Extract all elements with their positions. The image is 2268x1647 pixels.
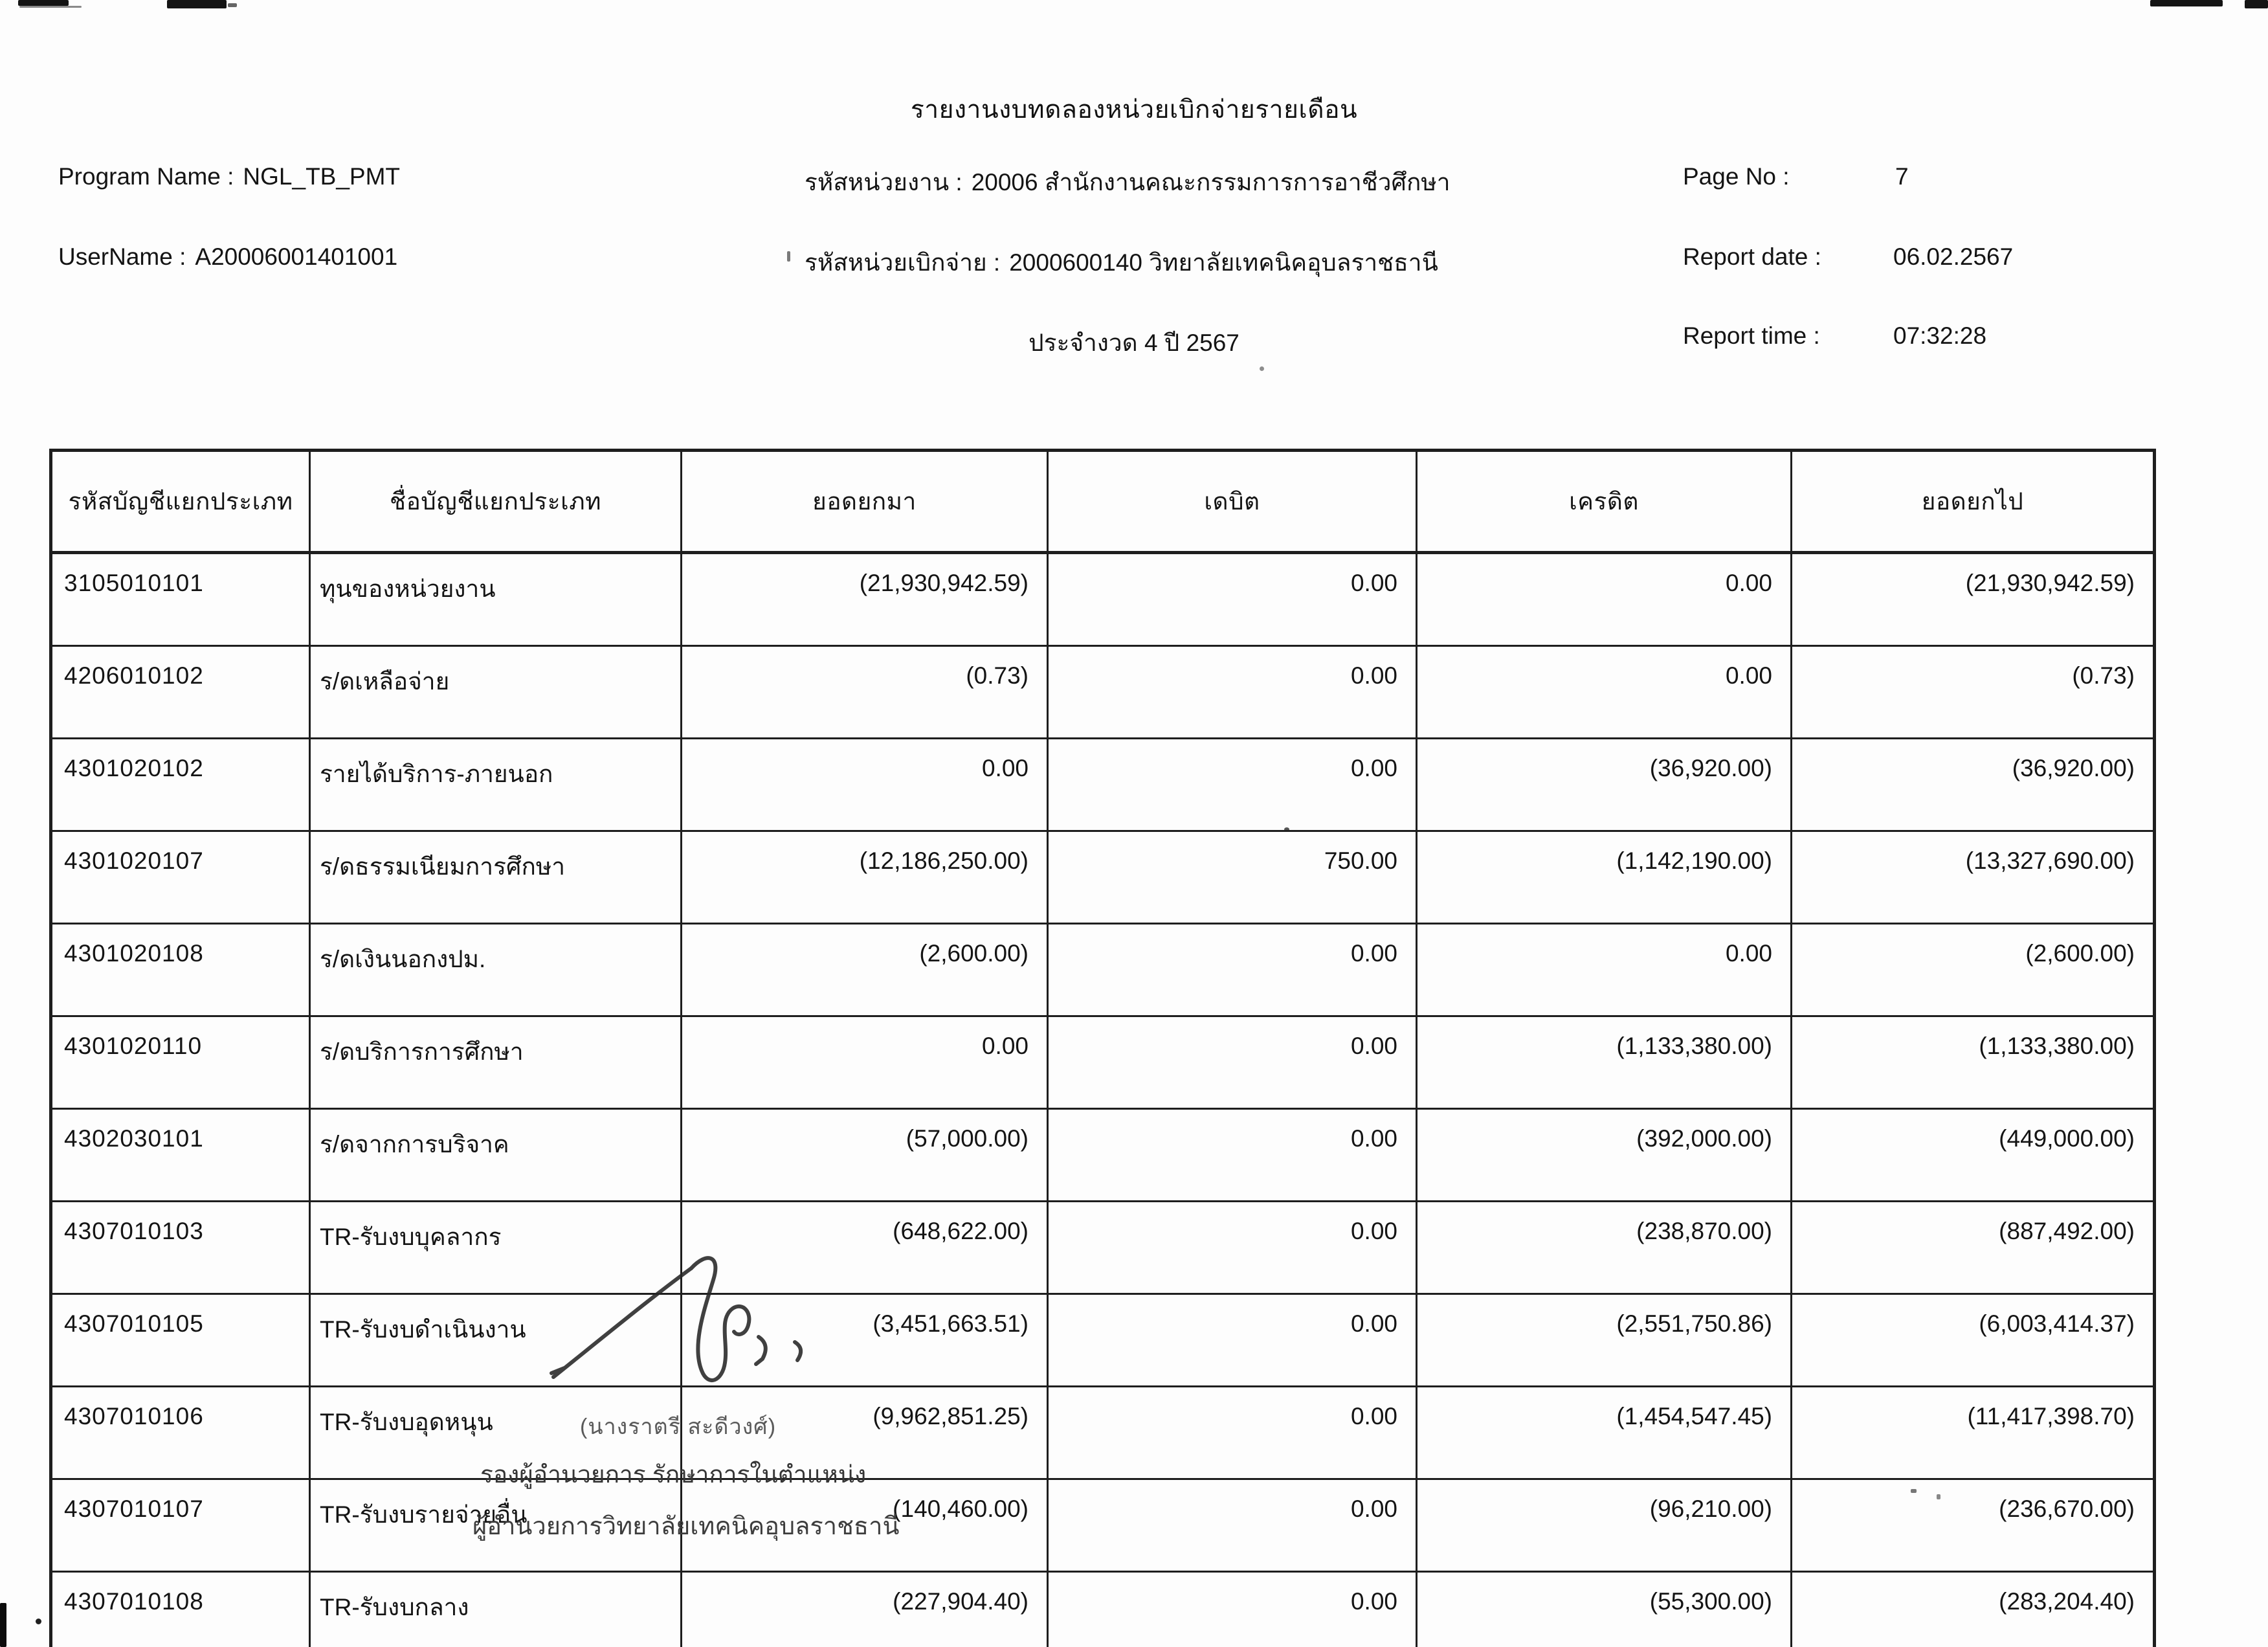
scan-artifact <box>36 1619 41 1624</box>
account-code-cell: 4307010106 <box>51 1387 310 1479</box>
account-code-cell: 4307010107 <box>51 1479 310 1572</box>
beginning-balance-cell: (12,186,250.00) <box>682 831 1048 924</box>
column-header-beginning-balance: ยอดยกมา <box>682 451 1048 553</box>
credit-cell: (1,454,547.45) <box>1417 1387 1792 1479</box>
signer-name: (นางราตรี สะดีวงศ์) <box>580 1415 777 1439</box>
report-date-label: Report date : <box>1683 243 1821 270</box>
table-row <box>51 1109 2155 1202</box>
carry-forward-cell: (1,133,380.00) <box>1792 1016 2155 1109</box>
account-code-cell: 4301020107 <box>51 831 310 924</box>
table-row <box>51 1016 2155 1109</box>
table-row <box>51 1479 2155 1572</box>
page-no-value: 7 <box>1895 163 1909 190</box>
debit-cell: 0.00 <box>1048 1294 1417 1387</box>
credit-cell: 0.00 <box>1417 924 1792 1016</box>
scan-artifact <box>19 6 82 8</box>
account-name-cell: TR-รับงบรายจ่ายอื่น <box>310 1479 682 1572</box>
table-header-row <box>51 451 2155 553</box>
report-time-label: Report time : <box>1683 322 1820 349</box>
account-name-cell: TR-รับงบกลาง <box>310 1572 682 1647</box>
disbursement-unit-value: 2000600140 วิทยาลัยเทคนิคอุบลราชธานี <box>1009 249 1438 276</box>
account-code-cell: 4301020110 <box>51 1016 310 1109</box>
account-code-cell: 4307010108 <box>51 1572 310 1647</box>
table-row <box>51 553 2155 646</box>
beginning-balance-cell: (21,930,942.59) <box>682 553 1048 646</box>
carry-forward-cell: (236,670.00) <box>1792 1479 2155 1572</box>
account-code-cell: 4302030101 <box>51 1109 310 1202</box>
disbursement-unit-label: รหัสหน่วยเบิกจ่าย : <box>805 249 1001 276</box>
period-line: ประจำงวด 4 ปี 2567 <box>1028 330 1240 356</box>
beginning-balance-cell: (57,000.00) <box>682 1109 1048 1202</box>
beginning-balance-cell: (648,622.00) <box>682 1202 1048 1294</box>
scan-artifact <box>1260 366 1264 371</box>
scan-artifact <box>0 1603 6 1647</box>
scan-artifact <box>2150 0 2223 6</box>
disbursement-unit-line <box>805 243 1438 282</box>
carry-forward-cell: (36,920.00) <box>1792 739 2155 831</box>
account-code-cell: 4301020102 <box>51 739 310 831</box>
carry-forward-cell: (283,204.40) <box>1792 1572 2155 1647</box>
account-name-cell: ร/ดเงินนอกงปม. <box>310 924 682 1016</box>
account-name-cell: TR-รับงบบุคลากร <box>310 1202 682 1294</box>
carry-forward-cell: (21,930,942.59) <box>1792 553 2155 646</box>
account-name-cell: TR-รับงบอุดหนุน <box>310 1387 682 1479</box>
agency-code-line <box>805 163 1451 201</box>
beginning-balance-cell: 0.00 <box>682 1016 1048 1109</box>
account-code-cell: 4307010105 <box>51 1294 310 1387</box>
carry-forward-cell: (887,492.00) <box>1792 1202 2155 1294</box>
credit-cell: (96,210.00) <box>1417 1479 1792 1572</box>
scan-artifact <box>18 0 69 6</box>
table-row <box>51 1202 2155 1294</box>
table-row <box>51 1387 2155 1479</box>
beginning-balance-cell: (3,451,663.51) <box>682 1294 1048 1387</box>
scan-artifact <box>2245 0 2268 8</box>
account-name-cell: รายได้บริการ-ภายนอก <box>310 739 682 831</box>
report-date-value: 06.02.2567 <box>1893 243 2014 270</box>
account-code-cell: 4206010102 <box>51 646 310 739</box>
credit-cell: (2,551,750.86) <box>1417 1294 1792 1387</box>
table-row <box>51 1294 2155 1387</box>
account-code-cell: 4307010103 <box>51 1202 310 1294</box>
debit-cell: 0.00 <box>1048 1572 1417 1647</box>
beginning-balance-cell: (9,962,851.25) <box>682 1387 1048 1479</box>
account-name-cell: TR-รับงบดำเนินงาน <box>310 1294 682 1387</box>
agency-code-value: 20006 สำนักงานคณะกรรมการการอาชีวศึกษา <box>971 169 1451 196</box>
credit-cell: (238,870.00) <box>1417 1202 1792 1294</box>
account-name-cell: ร/ดเหลือจ่าย <box>310 646 682 739</box>
debit-cell: 0.00 <box>1048 1479 1417 1572</box>
credit-cell: 0.00 <box>1417 553 1792 646</box>
debit-cell: 0.00 <box>1048 1109 1417 1202</box>
scan-artifact <box>787 251 790 262</box>
credit-cell: 0.00 <box>1417 646 1792 739</box>
signer-role-line-2: ผู้อำนวยการวิทยาลัยเทคนิคอุบลราชธานี <box>472 1513 900 1540</box>
beginning-balance-cell: (140,460.00) <box>682 1479 1048 1572</box>
column-header-debit: เดบิต <box>1048 451 1417 553</box>
credit-cell: (36,920.00) <box>1417 739 1792 831</box>
report-title: รายงานงบทดลองหน่วยเบิกจ่ายรายเดือน <box>910 96 1358 124</box>
handwritten-signature <box>518 1240 880 1408</box>
program-name-line <box>58 163 400 190</box>
table-row <box>51 831 2155 924</box>
program-name-label: Program Name : <box>58 163 234 190</box>
trial-balance-table <box>49 449 2156 1647</box>
table-row <box>51 924 2155 1016</box>
account-code-cell: 4301020108 <box>51 924 310 1016</box>
debit-cell: 0.00 <box>1048 646 1417 739</box>
account-code-cell: 3105010101 <box>51 553 310 646</box>
credit-cell: (55,300.00) <box>1417 1572 1792 1647</box>
page-no-label: Page No : <box>1683 163 1790 190</box>
username-label: UserName : <box>58 243 186 270</box>
agency-code-label: รหัสหน่วยงาน : <box>805 169 962 196</box>
debit-cell: 0.00 <box>1048 739 1417 831</box>
carry-forward-cell: (6,003,414.37) <box>1792 1294 2155 1387</box>
carry-forward-cell: (0.73) <box>1792 646 2155 739</box>
account-name-cell: ร/ดบริการการศึกษา <box>310 1016 682 1109</box>
table-row <box>51 739 2155 831</box>
beginning-balance-cell: 0.00 <box>682 739 1048 831</box>
table-row <box>51 1572 2155 1647</box>
credit-cell: (1,142,190.00) <box>1417 831 1792 924</box>
debit-cell: 0.00 <box>1048 924 1417 1016</box>
debit-cell: 0.00 <box>1048 1387 1417 1479</box>
scan-artifact <box>167 0 227 8</box>
debit-cell: 0.00 <box>1048 553 1417 646</box>
table-row <box>51 646 2155 739</box>
column-header-carry-forward: ยอดยกไป <box>1792 451 2155 553</box>
credit-cell: (1,133,380.00) <box>1417 1016 1792 1109</box>
debit-cell: 0.00 <box>1048 1016 1417 1109</box>
column-header-account-code: รหัสบัญชีแยกประเภท <box>51 451 310 553</box>
column-header-account-name: ชื่อบัญชีแยกประเภท <box>310 451 682 553</box>
debit-cell: 750.00 <box>1048 831 1417 924</box>
report-time-value: 07:32:28 <box>1893 322 1987 349</box>
carry-forward-cell: (449,000.00) <box>1792 1109 2155 1202</box>
account-name-cell: ร/ดธรรมเนียมการศึกษา <box>310 831 682 924</box>
username-line <box>58 243 397 271</box>
scan-artifact <box>228 3 237 7</box>
debit-cell: 0.00 <box>1048 1202 1417 1294</box>
beginning-balance-cell: (2,600.00) <box>682 924 1048 1016</box>
column-header-credit: เครดิต <box>1417 451 1792 553</box>
carry-forward-cell: (11,417,398.70) <box>1792 1387 2155 1479</box>
beginning-balance-cell: (227,904.40) <box>682 1572 1048 1647</box>
beginning-balance-cell: (0.73) <box>682 646 1048 739</box>
carry-forward-cell: (13,327,690.00) <box>1792 831 2155 924</box>
account-name-cell: ทุนของหน่วยงาน <box>310 553 682 646</box>
carry-forward-cell: (2,600.00) <box>1792 924 2155 1016</box>
credit-cell: (392,000.00) <box>1417 1109 1792 1202</box>
program-name-value: NGL_TB_PMT <box>243 163 401 190</box>
account-name-cell: ร/ดจากการบริจาค <box>310 1109 682 1202</box>
signer-role-line-1: รองผู้อำนวยการ รักษาการในตำแหน่ง <box>480 1461 867 1488</box>
username-value: A20006001401001 <box>195 243 398 270</box>
